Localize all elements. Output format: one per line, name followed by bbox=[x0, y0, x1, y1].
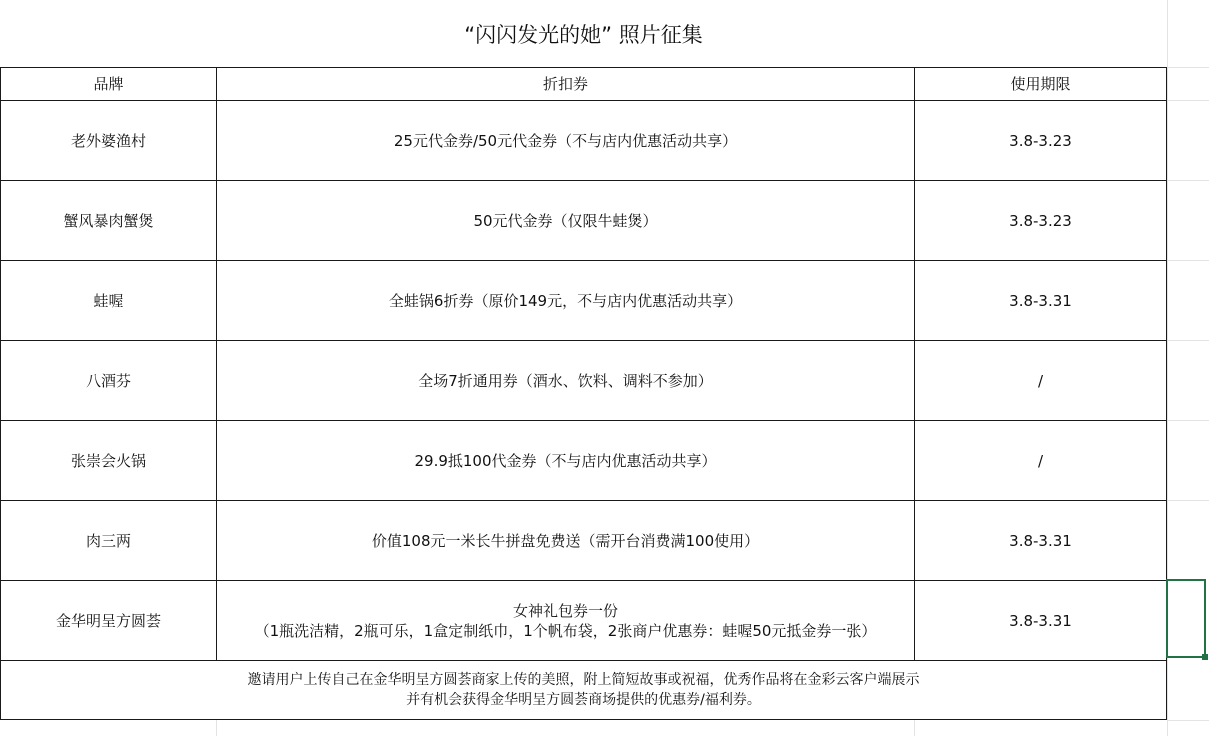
gridline bbox=[1167, 180, 1209, 181]
gridline bbox=[1167, 420, 1209, 421]
gridline bbox=[1167, 100, 1209, 101]
table-row bbox=[1, 581, 1167, 661]
brand-cell[interactable]: 八酒芬 bbox=[1, 341, 217, 421]
coupon-cell[interactable]: 全场7折通用券（酒水、饮料、调料不参加） bbox=[217, 341, 915, 421]
period-cell[interactable]: 3.8-3.23 bbox=[915, 181, 1167, 261]
period-cell[interactable]: 3.8-3.31 bbox=[915, 261, 1167, 341]
period-cell[interactable]: 3.8-3.31 bbox=[915, 581, 1167, 661]
coupon-cell[interactable]: 50元代金券（仅限牛蛙煲） bbox=[217, 181, 915, 261]
footer-note-line: 邀请用户上传自己在金华明呈方圆荟商家上传的美照，附上简短故事或祝福，优秀作品将在金彩云客户端展示 bbox=[247, 672, 920, 688]
period-cell[interactable]: / bbox=[915, 341, 1167, 421]
footer-note-line: 并有机会获得金华明呈方圆荟商场提供的优惠券/福利券。 bbox=[406, 692, 761, 708]
selected-cell-outline[interactable] bbox=[1166, 579, 1206, 658]
coupon-cell[interactable]: 29.9抵100代金券（不与店内优惠活动共享） bbox=[217, 421, 915, 501]
brand-cell[interactable]: 张崇会火锅 bbox=[1, 421, 217, 501]
coupon-title: 女神礼包券一份 bbox=[512, 601, 618, 620]
coupon-table bbox=[0, 67, 1167, 720]
table-row bbox=[1, 181, 1167, 261]
gridline bbox=[1167, 340, 1209, 341]
fill-handle[interactable] bbox=[1202, 654, 1208, 660]
table-header-row bbox=[1, 68, 1167, 101]
header-brand-cell[interactable]: 品牌 bbox=[1, 68, 217, 101]
brand-cell[interactable]: 老外婆渔村 bbox=[1, 101, 217, 181]
period-cell[interactable]: / bbox=[915, 421, 1167, 501]
footer-note-cell[interactable] bbox=[1, 661, 1167, 720]
table-footer-row bbox=[1, 661, 1167, 720]
gridline bbox=[1167, 500, 1209, 501]
period-cell[interactable]: 3.8-3.31 bbox=[915, 501, 1167, 581]
brand-cell[interactable]: 蟹风暴肉蟹煲 bbox=[1, 181, 217, 261]
header-coupon-cell[interactable]: 折扣券 bbox=[217, 68, 915, 101]
header-period-cell[interactable]: 使用期限 bbox=[915, 68, 1167, 101]
coupon-cell[interactable]: 全蛙锅6折券（原价149元，不与店内优惠活动共享） bbox=[217, 261, 915, 341]
gridline bbox=[1167, 720, 1209, 721]
gridline bbox=[1167, 260, 1209, 261]
coupon-detail: （1瓶洗洁精，2瓶可乐，1盒定制纸巾，1个帆布袋，2张商户优惠券：蛙喔50元抵金券一张） bbox=[254, 621, 877, 640]
gridline bbox=[1167, 67, 1209, 68]
coupon-cell[interactable] bbox=[217, 581, 915, 661]
gridline bbox=[914, 720, 915, 736]
period-cell[interactable]: 3.8-3.23 bbox=[915, 101, 1167, 181]
table-row bbox=[1, 261, 1167, 341]
table-row bbox=[1, 501, 1167, 581]
gridline bbox=[216, 720, 217, 736]
coupon-cell[interactable]: 价值108元一米长牛拼盘免费送（需开台消费满100使用） bbox=[217, 501, 915, 581]
brand-cell[interactable]: 肉三两 bbox=[1, 501, 217, 581]
table-row bbox=[1, 101, 1167, 181]
coupon-cell[interactable]: 25元代金券/50元代金券（不与店内优惠活动共享） bbox=[217, 101, 915, 181]
brand-cell[interactable]: 金华明呈方圆荟 bbox=[1, 581, 217, 661]
brand-cell[interactable]: 蛙喔 bbox=[1, 261, 217, 341]
table-row bbox=[1, 341, 1167, 421]
sheet-title[interactable]: “闪闪发光的她” 照片征集 bbox=[464, 22, 703, 47]
table-row bbox=[1, 421, 1167, 501]
